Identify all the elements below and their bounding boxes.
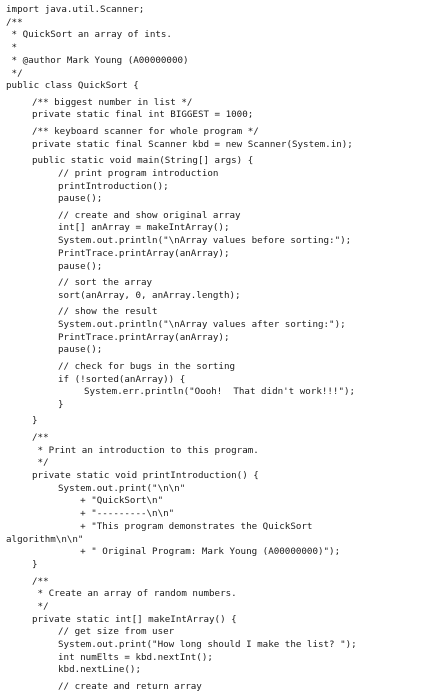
code-line: // check for bugs in the sorting — [58, 360, 236, 372]
code-line: * — [6, 42, 18, 54]
code-line: /** — [6, 16, 23, 28]
code-line: sort(anArray, 0, anArray.length); — [58, 289, 241, 301]
code-line: // sort the array — [58, 277, 153, 289]
code-line: private static final int BIGGEST = 1000; — [32, 109, 254, 121]
code-line: System.out.print("How long should I make the list? "); — [58, 639, 357, 650]
code-line: /** biggest number in list */ — [32, 96, 193, 108]
code-line: /** keyboard scanner for whole program */ — [32, 125, 259, 137]
code-line: algorithm\n\n" — [6, 533, 84, 545]
code-line: import java.util.Scanner; — [6, 4, 145, 15]
code-line: } — [32, 558, 38, 570]
code-line: pause(); — [58, 193, 103, 205]
code-line: System.out.print("\n\n" — [58, 482, 186, 494]
code-line: * Create an array of random numbers. — [32, 588, 237, 600]
code-line: * QuickSort an array of ints. — [6, 29, 172, 41]
code-line: printIntroduction(); — [58, 180, 169, 192]
code-line: + "QuickSort\n" — [58, 495, 164, 507]
code-line: System.err.println("Oooh! That didn't work!!!"); — [84, 386, 356, 398]
code-line: } — [32, 415, 38, 427]
code-line: int[] anArray = makeIntArray(); — [58, 222, 230, 234]
code-line: // create and show original array — [58, 209, 241, 221]
code-line: private static void printIntroduction() { — [32, 470, 259, 482]
code-line: */ — [6, 67, 23, 79]
code-line: + " Original Program: Mark Young (A00000000)"); — [58, 546, 341, 558]
code-line: */ — [32, 600, 49, 612]
code-line: // get size from user — [58, 626, 175, 638]
code-line: * Print an introduction to this program. — [32, 444, 259, 456]
code-line: PrintTrace.printArray(anArray); — [58, 247, 230, 259]
code-line: public static void main(String[] args) { — [32, 155, 254, 167]
code-line: System.out.println("\nArray values after sorting:"); — [58, 318, 346, 330]
code-line: */ — [32, 457, 49, 469]
code-line: + "This program demonstrates the QuickSort — [58, 520, 313, 532]
code-line: } — [58, 398, 64, 410]
code-line: // create and return array — [58, 680, 202, 692]
code-line: int numElts = kbd.nextInt(); — [58, 651, 213, 663]
code-line: // show the result — [58, 306, 158, 318]
code-line: // print program introduction — [58, 167, 219, 179]
code-line: private static int[] makeIntArray() { — [32, 613, 237, 625]
code-line: pause(); — [58, 260, 103, 272]
code-line: /** — [32, 431, 49, 443]
code-line: /** — [32, 575, 49, 587]
code-line: PrintTrace.printArray(anArray); — [58, 331, 230, 343]
code-line: + "---------\n\n" — [58, 508, 175, 520]
code-line: pause(); — [58, 344, 103, 356]
code-line: * @author Mark Young (A00000000) — [6, 54, 189, 66]
code-line: if (!sorted(anArray)) { — [58, 373, 186, 385]
code-line: private static final Scanner kbd = new Scanner(System.in); — [32, 138, 353, 150]
code-line: kbd.nextLine(); — [58, 664, 141, 676]
code-line: System.out.println("\nArray values before sorting:"); — [58, 235, 352, 247]
code-line: public class QuickSort { — [6, 80, 139, 92]
